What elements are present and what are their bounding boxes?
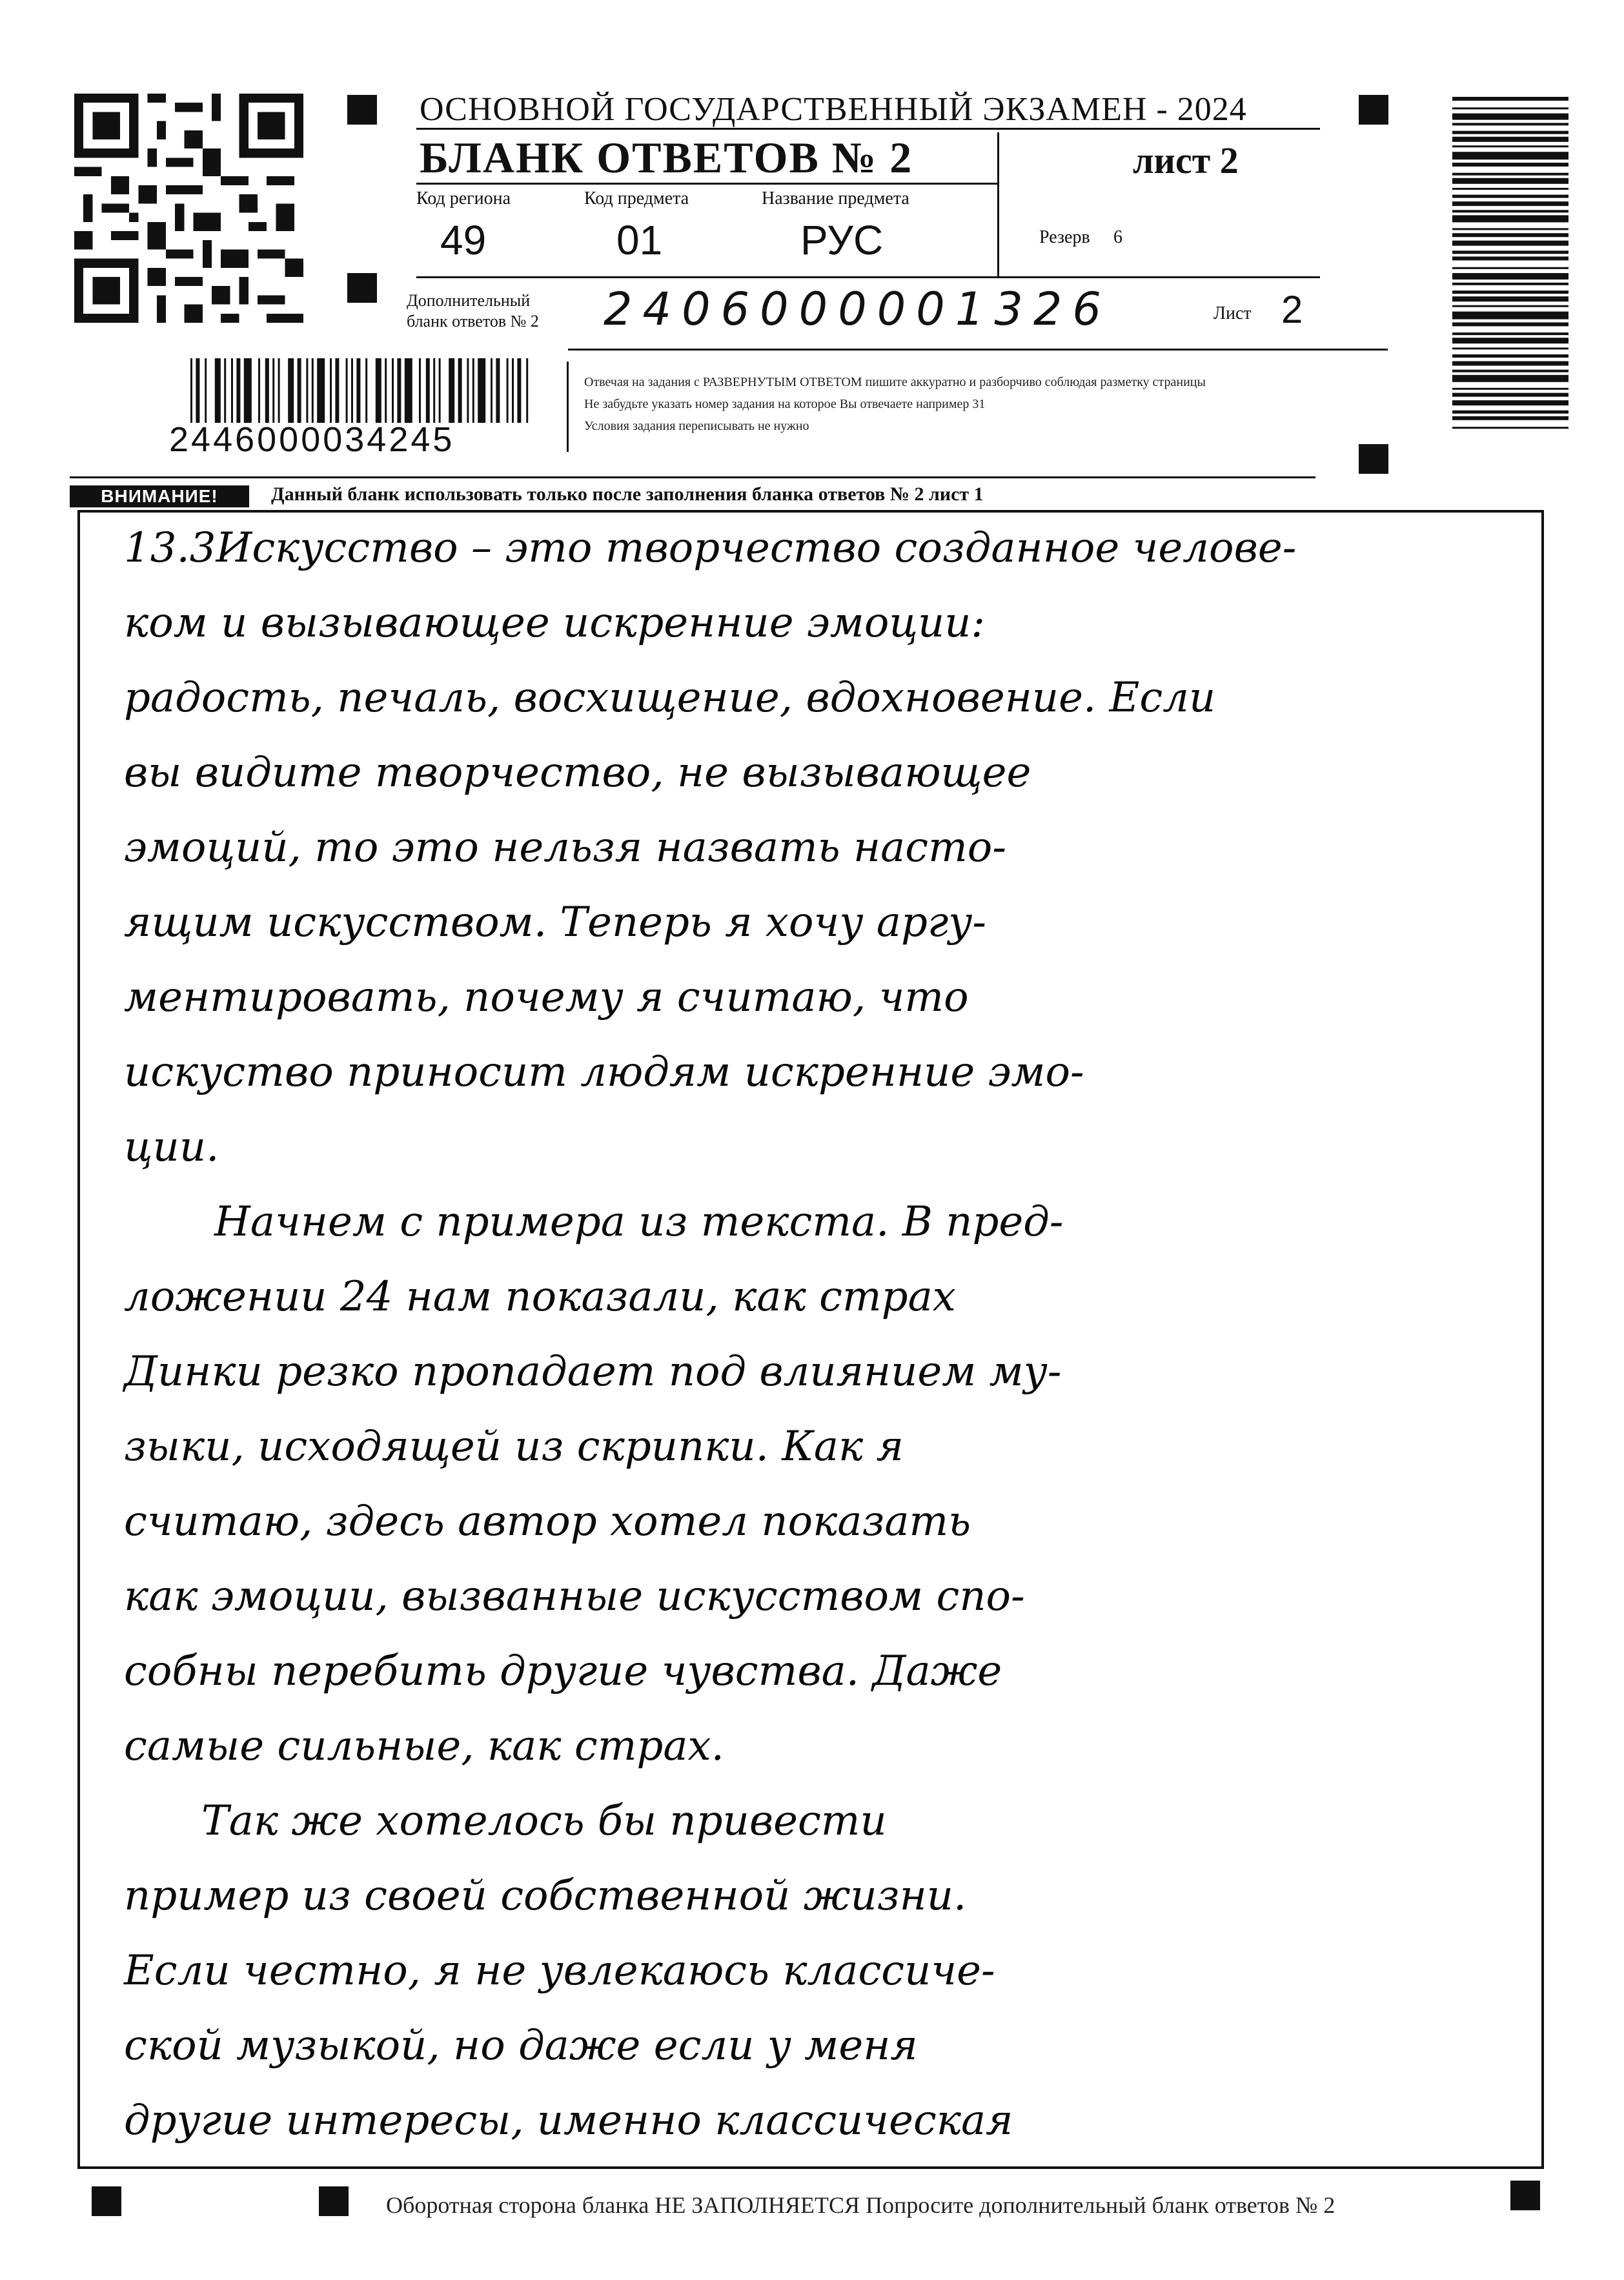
warning-text: Данный бланк использовать только после заполнения бланка ответов № 2 лист 1 xyxy=(271,483,984,505)
answer-line: 13.3Искусство – это творчество созданное челове- xyxy=(124,524,1297,572)
answer-line: ящим искусством. Теперь я хочу аргу- xyxy=(124,899,987,946)
registration-mark xyxy=(347,273,377,303)
answer-line: Начнем с примера из текста. В пред- xyxy=(214,1198,1064,1246)
registration-mark xyxy=(1510,2181,1540,2210)
extra-sheet-label: Лист xyxy=(1213,303,1252,323)
answer-line: ложении 24 нам показали, как страх xyxy=(124,1273,956,1321)
registration-mark xyxy=(1359,444,1388,474)
answer-line: ской музыкой, но даже если у меня xyxy=(124,2022,918,2070)
answer-line: как эмоции, вызванные искусством спо- xyxy=(124,1573,1025,1620)
barcode-number: 2446000034245 xyxy=(169,420,455,459)
divider xyxy=(70,476,1315,478)
extra-form-number: 2406000001326 xyxy=(604,283,1111,336)
answer-area[interactable] xyxy=(77,510,1544,2169)
answer-line: ментировать, почему я считаю, что xyxy=(124,973,969,1021)
answer-line: пример из своей собственной жизни. xyxy=(124,1872,967,1920)
answer-line: другие интересы, именно классическая xyxy=(124,2097,1013,2144)
divider xyxy=(997,132,999,278)
answer-line: Динки резко пропадает под влиянием му- xyxy=(124,1348,1062,1396)
answer-line: ции. xyxy=(124,1123,219,1171)
answer-line: собны перебить другие чувства. Даже xyxy=(124,1647,1002,1695)
answer-line: зыки, исходящей из скрипки. Как я xyxy=(124,1423,904,1471)
answer-line: Так же хотелось бы привести xyxy=(201,1797,887,1845)
reserve-value: 6 xyxy=(1113,227,1122,247)
registration-mark xyxy=(319,2186,349,2216)
answer-line: эмоций, то это нельзя назвать насто- xyxy=(124,824,1006,871)
region-label: Код региона xyxy=(416,188,511,209)
extra-sheet-value: 2 xyxy=(1281,288,1303,331)
form-barcode xyxy=(190,358,539,426)
registration-mark xyxy=(1359,95,1388,125)
divider xyxy=(416,128,1320,130)
sheet-label: лист 2 xyxy=(1133,139,1239,181)
divider xyxy=(567,361,569,452)
warning-badge: ВНИМАНИЕ! xyxy=(70,485,249,507)
answer-line: вы видите творчество, не вызывающее xyxy=(124,749,1031,797)
answer-line: ком и вызывающее искренние эмоции: xyxy=(124,599,985,647)
exam-title: ОСНОВНОЙ ГОСУДАРСТВЕННЫЙ ЭКЗАМЕН - 2024 xyxy=(420,91,1247,128)
handwritten-answer xyxy=(80,513,1541,2166)
subject-code-value: 01 xyxy=(616,217,663,263)
registration-mark xyxy=(92,2186,121,2216)
qr-code xyxy=(74,94,303,323)
answer-line: радость, печаль, восхищение, вдохновение. Если xyxy=(124,674,1216,722)
subject-name-label: Название предмета xyxy=(762,188,909,209)
answer-line: самые сильные, как страх. xyxy=(124,1722,724,1770)
region-value: 49 xyxy=(440,217,487,263)
form-title: БЛАНК ОТВЕТОВ № 2 xyxy=(420,133,913,182)
answer-line: искуство приносит людям искренние эмо- xyxy=(124,1048,1084,1096)
side-barcode xyxy=(1452,97,1568,433)
answer-line: Если честно, я не увлекаюсь классиче- xyxy=(124,1947,995,1995)
divider xyxy=(416,276,1320,278)
divider xyxy=(568,349,1388,351)
divider xyxy=(416,183,997,185)
answer-line: считаю, здесь автор хотел показать xyxy=(124,1498,971,1545)
footer-note: Оборотная сторона бланка НЕ ЗАПОЛНЯЕТСЯ Попросите дополнительный бланк ответов № 2 xyxy=(386,2192,1335,2218)
reserve-label: Резерв xyxy=(1039,227,1090,247)
subject-name-value: РУС xyxy=(800,217,884,263)
instructions: Отвечая на задания с РАЗВЕРНУТЫМ ОТВЕТОМ пишите аккуратно и разборчиво соблюдая разметку страницы Не забудьте указать номер задания на которое Вы отвечаете например 31 Условия задания переписывать не нужно xyxy=(584,375,1206,433)
registration-mark xyxy=(347,95,377,125)
subject-code-label: Код предмета xyxy=(584,188,689,209)
extra-form-label: Дополнительный бланк ответов № 2 xyxy=(407,291,539,331)
